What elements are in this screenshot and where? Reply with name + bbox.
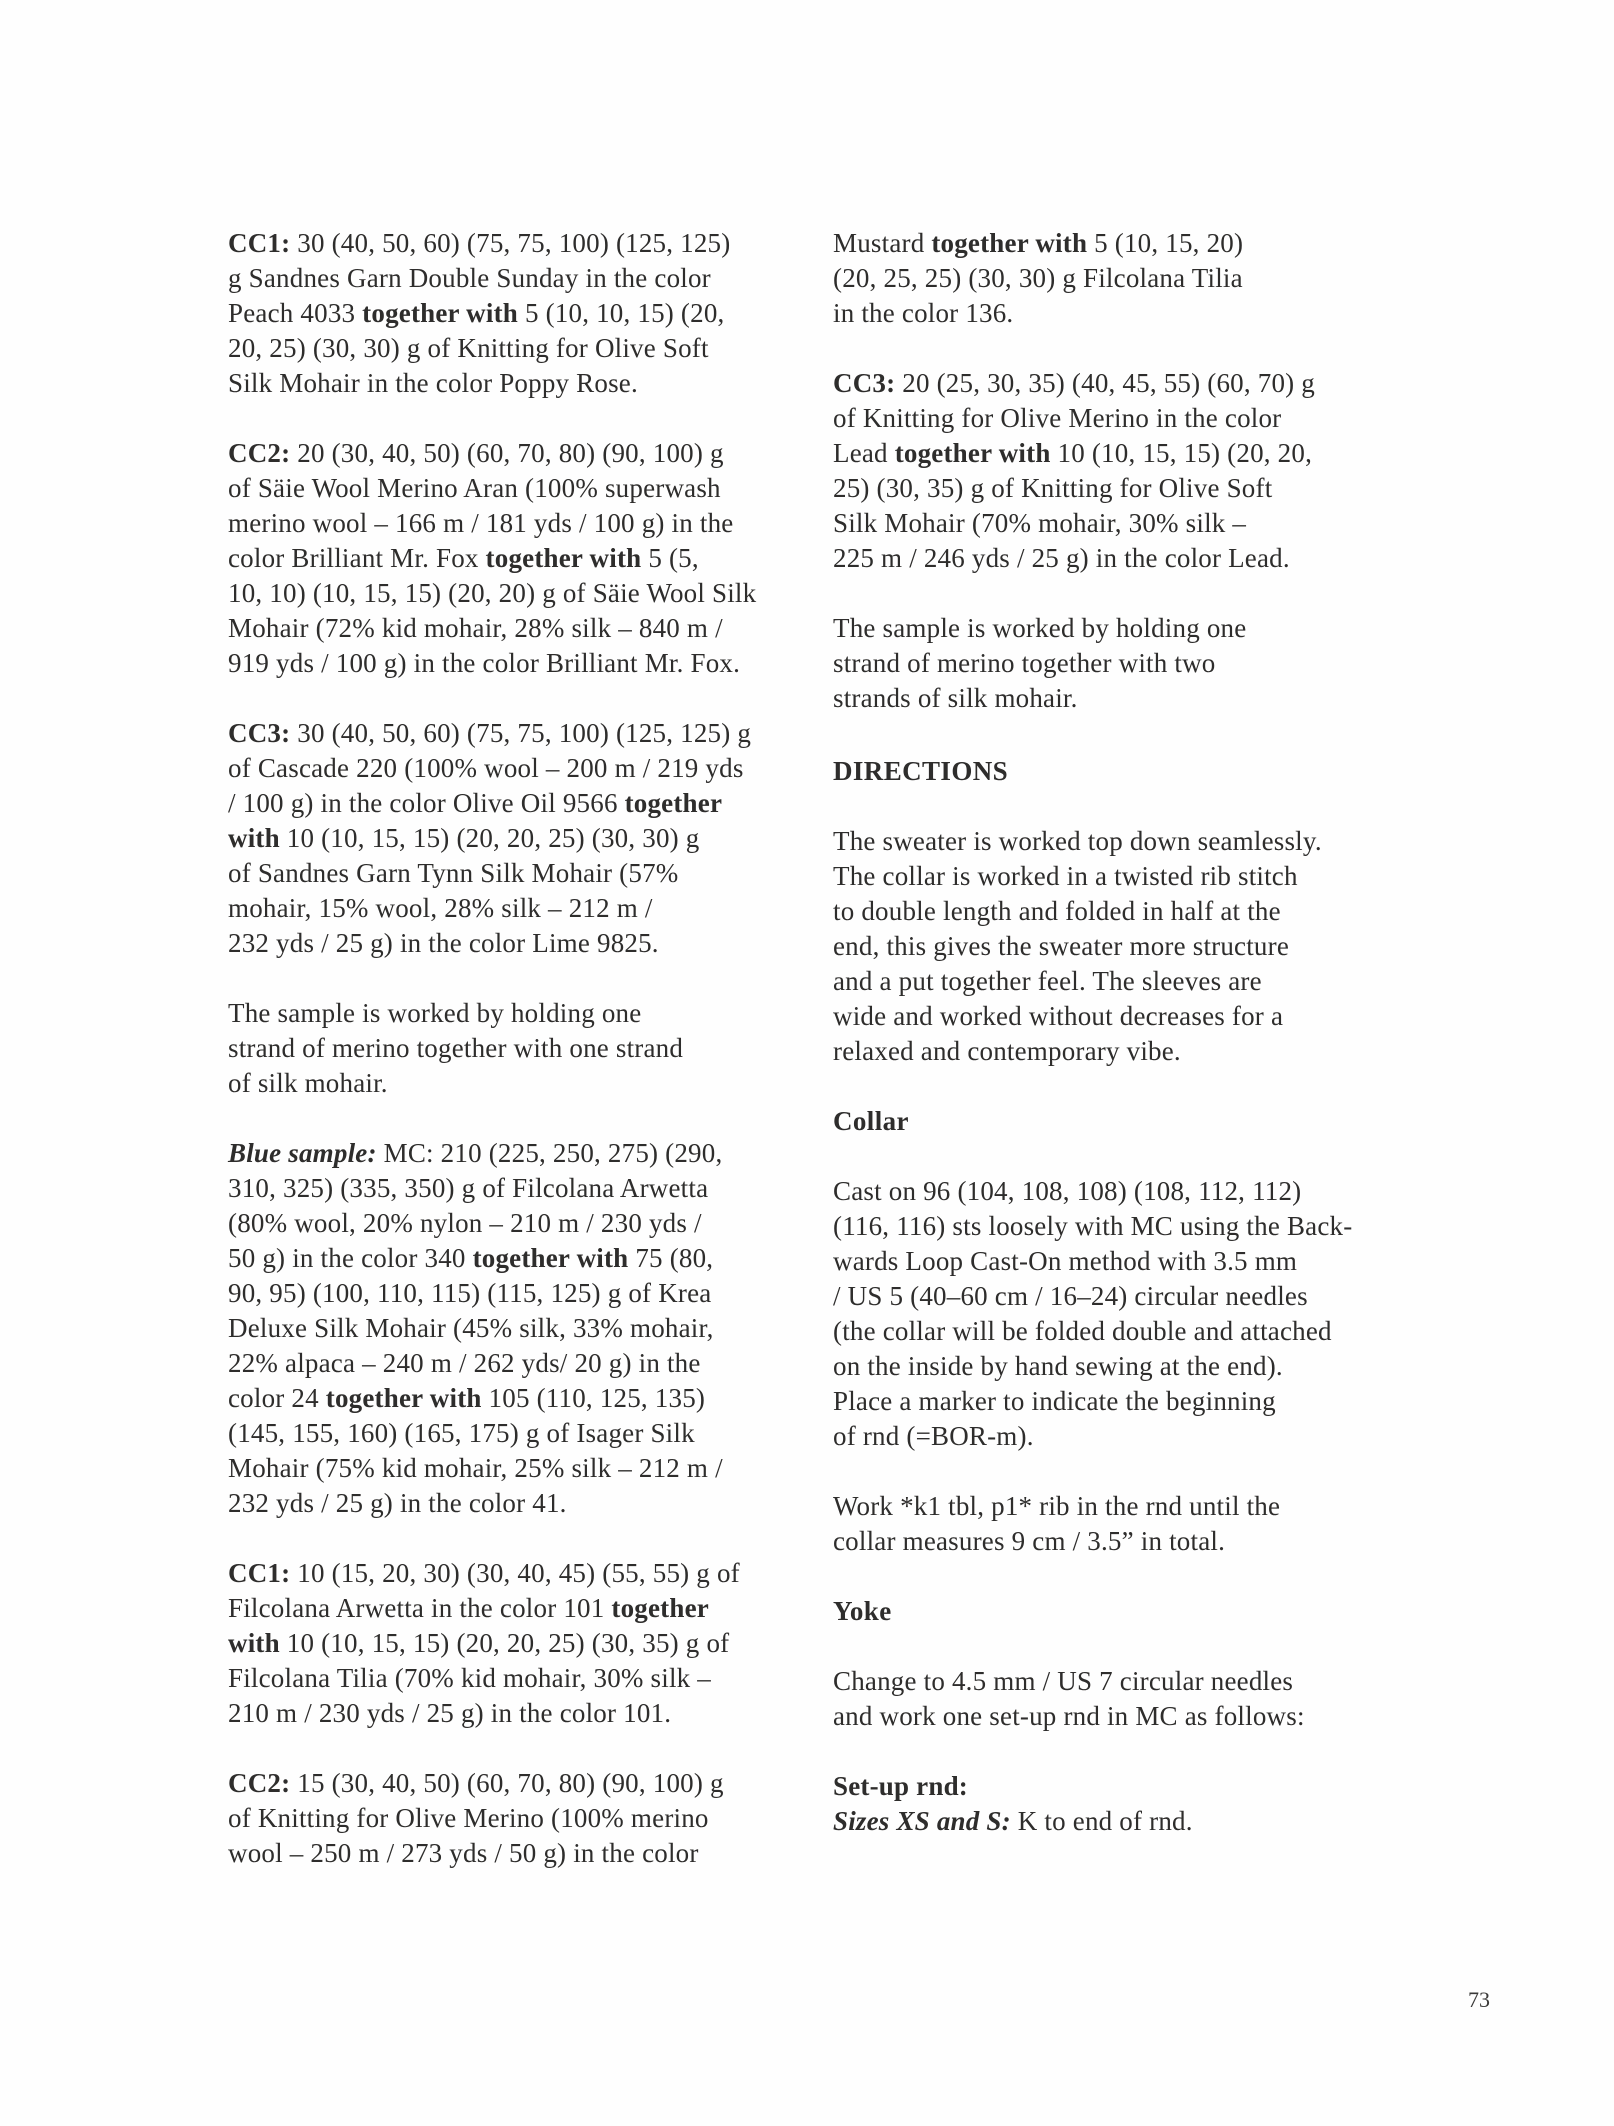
text-line <box>228 1206 813 1241</box>
paragraph <box>228 1766 813 1871</box>
body-text: Lead <box>833 438 895 468</box>
right-column <box>833 226 1433 1874</box>
text-line <box>833 859 1433 894</box>
left-column <box>228 226 813 1906</box>
text-line <box>228 506 813 541</box>
emphasis-text: CC2: <box>228 438 291 468</box>
text-line <box>228 751 813 786</box>
body-text: 210 m / 230 yds / 25 g) in the color 101. <box>228 1698 672 1728</box>
body-text: of Sandnes Garn Tynn Silk Mohair (57% <box>228 858 679 888</box>
emphasis-text: together <box>611 1593 709 1623</box>
paragraph <box>833 1769 1433 1839</box>
text-line <box>228 821 813 856</box>
text-line <box>228 1241 813 1276</box>
body-text: of silk mohair. <box>228 1068 388 1098</box>
body-text: (116, 116) sts loosely with MC using the Back- <box>833 1211 1353 1241</box>
body-text: end, this gives the sweater more structure <box>833 931 1290 961</box>
emphasis-text: CC1: <box>228 228 291 258</box>
emphasis-text: together with <box>472 1243 629 1273</box>
emphasis-text: with <box>228 823 280 853</box>
text-line <box>833 1174 1433 1209</box>
body-text: 22% alpaca – 240 m / 262 yds/ 20 g) in the <box>228 1348 701 1378</box>
paragraph <box>228 716 813 961</box>
text-line <box>228 1031 813 1066</box>
text-line <box>833 1664 1433 1699</box>
body-text: 10 (10, 15, 15) (20, 20, 25) (30, 35) g of <box>279 1628 730 1658</box>
text-line <box>833 1279 1433 1314</box>
text-line <box>228 1801 813 1836</box>
body-text: Filcolana Tilia (70% kid mohair, 30% silk – <box>228 1663 711 1693</box>
body-text: strand of merino together with one strand <box>228 1033 684 1063</box>
text-line <box>833 506 1433 541</box>
emphasis-text: CC1: <box>228 1558 291 1588</box>
text-line <box>833 681 1433 716</box>
text-line <box>833 1489 1433 1524</box>
text-line <box>833 1699 1433 1734</box>
body-text: 5 (10, 15, 20) <box>1087 228 1244 258</box>
body-text: in the color 136. <box>833 298 1014 328</box>
body-text: of Cascade 220 (100% wool – 200 m / 219 yds <box>228 753 744 783</box>
paragraph <box>833 226 1433 331</box>
body-text: on the inside by hand sewing at the end). <box>833 1351 1283 1381</box>
text-line <box>833 824 1433 859</box>
body-text: 232 yds / 25 g) in the color 41. <box>228 1488 567 1518</box>
body-text: Filcolana Arwetta in the color 101 <box>228 1593 612 1623</box>
text-line <box>228 471 813 506</box>
body-text: The sweater is worked top down seamlessly. <box>833 826 1322 856</box>
body-text: 5 (5, <box>641 543 699 573</box>
text-line <box>228 1696 813 1731</box>
text-line <box>833 646 1433 681</box>
body-text: Cast on 96 (104, 108, 108) (108, 112, 112) <box>833 1176 1302 1206</box>
body-text: 30 (40, 50, 60) (75, 75, 100) (125, 125) g <box>290 718 752 748</box>
body-text: Change to 4.5 mm / US 7 circular needles <box>833 1666 1294 1696</box>
body-text: 30 (40, 50, 60) (75, 75, 100) (125, 125) <box>290 228 731 258</box>
body-text: 10 (10, 15, 15) (20, 20, 25) (30, 30) g <box>279 823 700 853</box>
body-text: 75 (80, <box>628 1243 714 1273</box>
text-line <box>228 1766 813 1801</box>
text-line <box>833 296 1433 331</box>
text-line <box>228 1486 813 1521</box>
body-text: Mustard <box>833 228 932 258</box>
body-text: 10 (10, 15, 15) (20, 20, <box>1050 438 1313 468</box>
body-text: strand of merino together with two <box>833 648 1216 678</box>
emphasis-text: CC2: <box>228 1768 291 1798</box>
paragraph <box>228 1556 813 1731</box>
emphasis-text: Blue sample: <box>228 1138 377 1168</box>
body-text: 105 (110, 125, 135) <box>481 1383 706 1413</box>
text-line <box>228 331 813 366</box>
body-text: 25) (30, 35) g of Knitting for Olive Soft <box>833 473 1273 503</box>
paragraph <box>833 611 1433 716</box>
paragraph <box>228 996 813 1101</box>
text-line <box>833 541 1433 576</box>
body-text: relaxed and contemporary vibe. <box>833 1036 1181 1066</box>
text-line <box>228 1066 813 1101</box>
text-line <box>833 1314 1433 1349</box>
emphasis-text: Sizes XS and S: <box>833 1806 1011 1836</box>
text-line <box>833 261 1433 296</box>
text-line <box>228 856 813 891</box>
text-line <box>228 1836 813 1871</box>
text-line <box>228 226 813 261</box>
body-text: (80% wool, 20% nylon – 210 m / 230 yds / <box>228 1208 702 1238</box>
body-text: 10 (15, 20, 30) (30, 40, 45) (55, 55) g of <box>290 1558 740 1588</box>
body-text: K to end of rnd. <box>1010 1806 1193 1836</box>
body-text: The sample is worked by holding one <box>833 613 1247 643</box>
text-line <box>833 1769 1433 1804</box>
body-text: The collar is worked in a twisted rib stitch <box>833 861 1298 891</box>
body-text: of Säie Wool Merino Aran (100% superwash <box>228 473 721 503</box>
body-text: 50 g) in the color 340 <box>228 1243 473 1273</box>
body-text: to double length and folded in half at the <box>833 896 1281 926</box>
body-text: strands of silk mohair. <box>833 683 1078 713</box>
paragraph <box>228 436 813 681</box>
body-text: Deluxe Silk Mohair (45% silk, 33% mohair, <box>228 1313 714 1343</box>
section-heading: Collar <box>833 1106 909 1136</box>
text-line <box>228 1136 813 1171</box>
body-text: Mohair (72% kid mohair, 28% silk – 840 m / <box>228 613 723 643</box>
text-line <box>833 1384 1433 1419</box>
text-line <box>228 1381 813 1416</box>
body-text: of Knitting for Olive Merino in the color <box>833 403 1282 433</box>
body-text: merino wool – 166 m / 181 yds / 100 g) in the <box>228 508 734 538</box>
emphasis-text: together <box>624 788 723 818</box>
body-text: of rnd (=BOR-m). <box>833 1421 1034 1451</box>
text-line <box>228 436 813 471</box>
body-text: color 24 <box>228 1383 326 1413</box>
body-text: / 100 g) in the color Olive Oil 9566 <box>228 788 625 818</box>
text-line <box>228 1556 813 1591</box>
body-text: 20, 25) (30, 30) g of Knitting for Olive Soft <box>228 333 709 363</box>
paragraph <box>833 1664 1433 1734</box>
paragraph <box>833 1489 1433 1559</box>
emphasis-text: together with <box>362 298 518 328</box>
emphasis-text: together with <box>931 228 1088 258</box>
text-line <box>833 999 1433 1034</box>
text-line <box>228 1276 813 1311</box>
text-line <box>228 261 813 296</box>
paragraph <box>228 1136 813 1521</box>
text-line <box>833 1419 1433 1454</box>
paragraph <box>228 226 813 401</box>
text-line <box>228 996 813 1031</box>
text-line <box>833 1034 1433 1069</box>
body-text: MC: 210 (225, 250, 275) (290, <box>376 1138 723 1168</box>
text-line <box>228 541 813 576</box>
body-text: color Brilliant Mr. Fox <box>228 543 486 573</box>
text-line <box>228 1661 813 1696</box>
text-line <box>228 1451 813 1486</box>
text-line <box>228 1311 813 1346</box>
text-line <box>833 611 1433 646</box>
body-text: wards Loop Cast-On method with 3.5 mm <box>833 1246 1298 1276</box>
text-line <box>228 576 813 611</box>
text-line <box>833 471 1433 506</box>
emphasis-text: Set-up rnd: <box>833 1771 968 1801</box>
body-text: Silk Mohair in the color Poppy Rose. <box>228 368 638 398</box>
text-line <box>833 401 1433 436</box>
paragraph <box>833 1174 1433 1454</box>
body-text: The sample is worked by holding one <box>228 998 642 1028</box>
text-line <box>228 366 813 401</box>
body-text: 20 (25, 30, 35) (40, 45, 55) (60, 70) g <box>895 368 1315 398</box>
body-text: Peach 4033 <box>228 298 363 328</box>
emphasis-text: CC3: <box>833 368 896 398</box>
emphasis-text: together with <box>485 543 642 573</box>
text-line <box>833 226 1433 261</box>
text-line <box>228 611 813 646</box>
text-line <box>228 1626 813 1661</box>
emphasis-text: with <box>228 1628 280 1658</box>
text-line <box>833 929 1433 964</box>
body-text: 15 (30, 40, 50) (60, 70, 80) (90, 100) g <box>290 1768 724 1798</box>
body-text: 10, 10) (10, 15, 15) (20, 20) g of Säie Wool Silk <box>228 578 757 608</box>
text-line <box>833 894 1433 929</box>
body-text: 90, 95) (100, 110, 115) (115, 125) g of Krea <box>228 1278 712 1308</box>
text-line <box>228 891 813 926</box>
body-text: 310, 325) (335, 350) g of Filcolana Arwetta <box>228 1173 709 1203</box>
section-heading: Yoke <box>833 1596 892 1626</box>
paragraph <box>833 824 1433 1069</box>
text-line <box>833 1209 1433 1244</box>
body-text: of Knitting for Olive Merino (100% merino <box>228 1803 709 1833</box>
section-heading: DIRECTIONS <box>833 756 1009 786</box>
body-text: wool – 250 m / 273 yds / 50 g) in the color <box>228 1838 699 1868</box>
text-line <box>228 926 813 961</box>
body-text: Mohair (75% kid mohair, 25% silk – 212 m / <box>228 1453 723 1483</box>
body-text: 232 yds / 25 g) in the color Lime 9825. <box>228 928 659 958</box>
body-text: (the collar will be folded double and attached <box>833 1316 1332 1346</box>
text-line <box>228 646 813 681</box>
text-line <box>833 1349 1433 1384</box>
emphasis-text: together with <box>894 438 1051 468</box>
body-text: Place a marker to indicate the beginning <box>833 1386 1276 1416</box>
text-line <box>228 1346 813 1381</box>
text-line <box>833 1244 1433 1279</box>
body-text: 20 (30, 40, 50) (60, 70, 80) (90, 100) g <box>290 438 724 468</box>
body-text: mohair, 15% wool, 28% silk – 212 m / <box>228 893 653 923</box>
text-line <box>833 1524 1433 1559</box>
body-text: g Sandnes Garn Double Sunday in the color <box>228 263 711 293</box>
body-text: (20, 25, 25) (30, 30) g Filcolana Tilia <box>833 263 1243 293</box>
text-line <box>228 716 813 751</box>
text-line <box>833 436 1433 471</box>
body-text: Silk Mohair (70% mohair, 30% silk – <box>833 508 1247 538</box>
body-text: 225 m / 246 yds / 25 g) in the color Lead. <box>833 543 1290 573</box>
text-line <box>833 366 1433 401</box>
body-text: and a put together feel. The sleeves are <box>833 966 1262 996</box>
text-line <box>228 786 813 821</box>
text-line <box>228 296 813 331</box>
body-text: / US 5 (40–60 cm / 16–24) circular needles <box>833 1281 1308 1311</box>
paragraph <box>833 366 1433 576</box>
body-text: collar measures 9 cm / 3.5” in total. <box>833 1526 1226 1556</box>
text-line <box>228 1416 813 1451</box>
body-text: 919 yds / 100 g) in the color Brilliant Mr. Fox. <box>228 648 741 678</box>
emphasis-text: CC3: <box>228 718 291 748</box>
body-text: (145, 155, 160) (165, 175) g of Isager Silk <box>228 1418 695 1448</box>
page-number: 73 <box>1468 1987 1490 2012</box>
text-line <box>833 964 1433 999</box>
body-text: and work one set-up rnd in MC as follows: <box>833 1701 1305 1731</box>
body-text: 5 (10, 10, 15) (20, <box>518 298 725 328</box>
body-text: Work *k1 tbl, p1* rib in the rnd until the <box>833 1491 1281 1521</box>
text-line <box>228 1171 813 1206</box>
body-text: wide and worked without decreases for a <box>833 1001 1284 1031</box>
text-line <box>833 1804 1433 1839</box>
text-line <box>228 1591 813 1626</box>
emphasis-text: together with <box>325 1383 482 1413</box>
